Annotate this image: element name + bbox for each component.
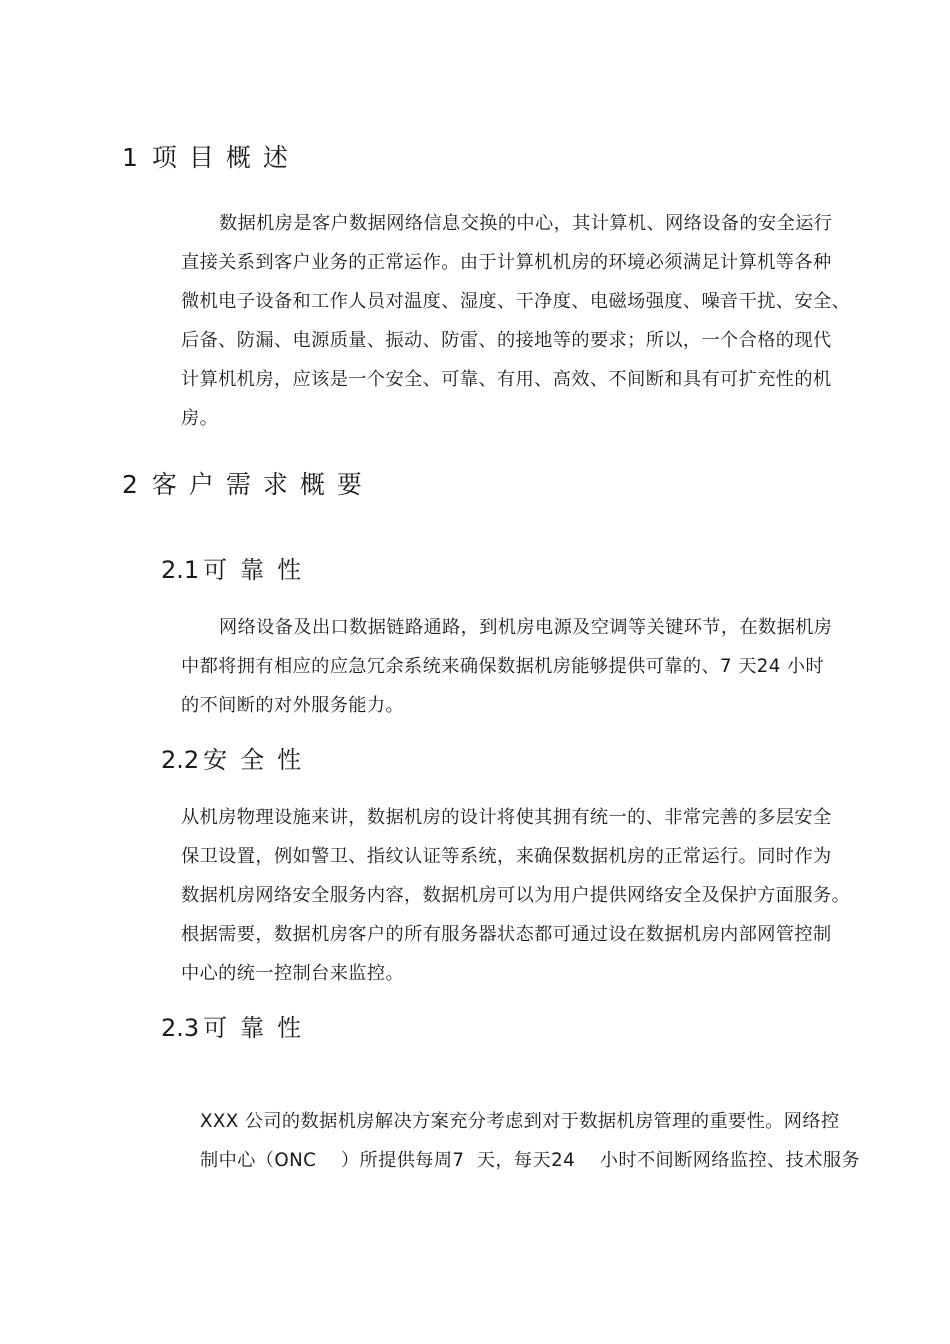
section-number: 2 — [122, 470, 138, 499]
paragraph-line: 数据机房网络安全服务内容，数据机房可以为用户提供网络安全及保护方面服务。 — [181, 885, 851, 906]
paragraph-line: 保卫设置，例如警卫、指纹认证等系统，来确保数据机房的正常运行。同时作为 — [181, 846, 832, 867]
paragraph-line: 数据机房是客户数据网络信息交换的中心，其计算机、网络设备的安全运行 — [219, 213, 833, 234]
section-2-3-heading — [161, 1016, 314, 1040]
section-number: 1 — [122, 143, 138, 172]
paragraph-line: 房。 — [181, 408, 219, 429]
section-number: 2.3 — [161, 1014, 200, 1042]
section-2-2-heading — [161, 748, 314, 772]
section-1-paragraph — [181, 204, 853, 438]
section-2-1-heading — [161, 558, 314, 582]
paragraph-line: 中都将拥有相应的应急冗余系统来确保数据机房能够提供可靠的、7 天24 小时 — [181, 656, 825, 677]
section-title: 安全性 — [203, 746, 315, 774]
section-2-2-paragraph — [181, 798, 861, 993]
paragraph-line: 微机电子设备和工作人员对温度、湿度、干净度、电磁场强度、噪音干扰、安全、 — [181, 291, 851, 312]
paragraph-line: 根据需要，数据机房客户的所有服务器状态都可通过设在数据机房内部网管控制 — [181, 924, 832, 945]
section-title: 可靠性 — [203, 556, 315, 584]
paragraph-line: 的不间断的对外服务能力。 — [181, 695, 405, 716]
paragraph-line: 网络设备及出口数据链路通路，到机房电源及空调等关键环节，在数据机房 — [219, 617, 833, 638]
section-number: 2.1 — [161, 556, 200, 584]
section-number: 2.2 — [161, 746, 200, 774]
section-title: 客户需求概要 — [151, 470, 374, 499]
section-1-heading — [122, 145, 300, 170]
paragraph-line: XXX 公司的数据机房解决方案充分考虑到对于数据机房管理的重要性。网络控 — [200, 1111, 840, 1132]
paragraph-line: 从机房物理设施来讲，数据机房的设计将使其拥有统一的、非常完善的多层安全 — [181, 807, 832, 828]
paragraph-line: 直接关系到客户业务的正常运作。由于计算机机房的环境必须满足计算机等各种 — [181, 252, 832, 273]
section-2-3-paragraph — [200, 1102, 860, 1180]
section-2-1-paragraph — [181, 608, 853, 725]
section-2-heading — [122, 472, 374, 497]
paragraph-line: 中心的统一控制台来监控。 — [181, 963, 405, 984]
section-title: 可靠性 — [203, 1014, 315, 1042]
paragraph-line: 计算机机房，应该是一个安全、可靠、有用、高效、不间断和具有可扩充性的机 — [181, 369, 832, 390]
section-title: 项目概述 — [151, 143, 300, 172]
paragraph-line: 后备、防漏、电源质量、振动、防雷、的接地等的要求；所以，一个合格的现代 — [181, 330, 832, 351]
paragraph-line: 制中心（ONC ）所提供每周7 天，每天24 小时不间断网络监控、技术服务 — [200, 1150, 860, 1171]
